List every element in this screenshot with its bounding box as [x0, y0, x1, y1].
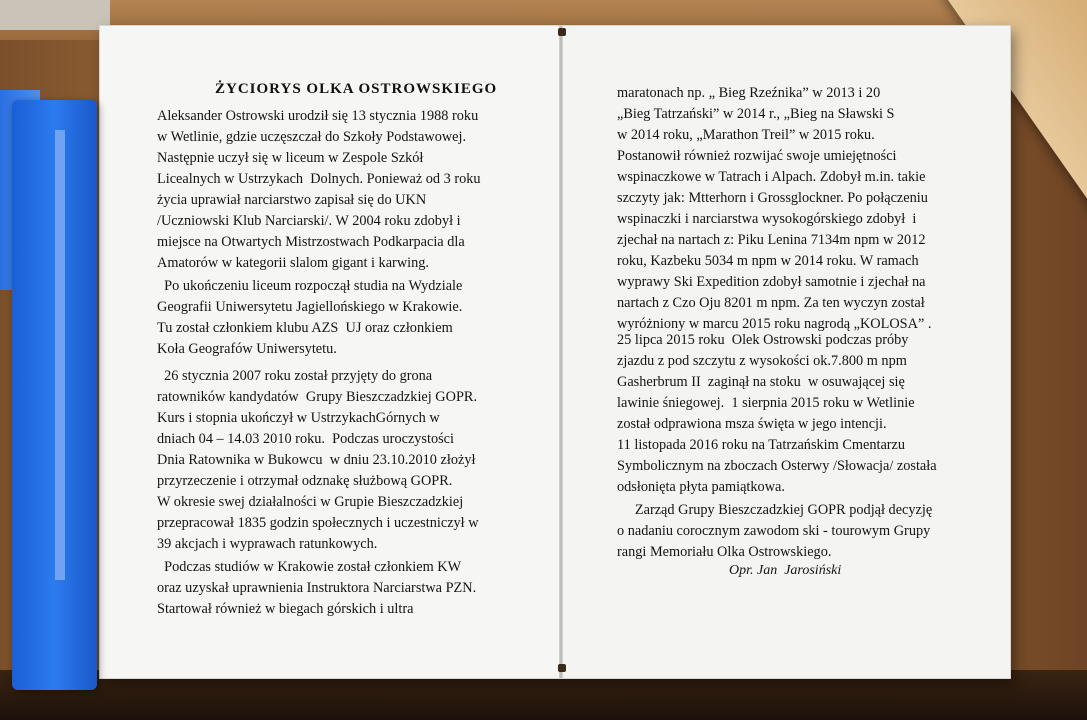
frame-clip-top: [558, 28, 566, 36]
signature: Opr. Jan Jarosiński: [729, 563, 842, 578]
ribbon-stripe: [55, 130, 65, 580]
paragraph-birth: Aleksander Ostrowski urodził się 13 stycznia 1988 roku w Wetlinie, gdzie uczęszczał do Szkoły Podstawowej. Następnie uczył się w liceum w Zespole Szkół Licealnych w Ustrzykach Dolnych. Ponieważ od 3 roku życia uprawiał narciarstwo zapisał się do UKN /Uczniowski Klub Narciarski/. W 2004 roku zdobył i miejsce na Otwartych Mistrzostwach Podkarpacia dla Amatorów w kategorii slalom gigant i karwing.: [157, 108, 481, 271]
corner-object: [0, 0, 110, 30]
document-title: ŻYCIORYS OLKA OSTROWSKIEGO: [215, 81, 498, 97]
page-fold: [559, 26, 563, 678]
paragraph-accident: 25 lipca 2015 roku Olek Ostrowski podczas próby zjazdu z pod szczytu z wysokości ok.7.800 m npm Gasherbrum II zaginął na stoku w osuwającej się lawinie śniegowej. 1 sierpnia 2015 roku w Wetlinie został odprawiona msza święta w jego intencji. 11 listopada 2016 roku na Tatrzańskim Cmentarzu Symbolicznym na zboczach Osterwy /Słowacja/ została odsłonięta płyta pamiątkowa.: [617, 332, 937, 495]
paragraph-races: maratonach np. „ Bieg Rzeźnika” w 2013 i 20 „Bieg Tatrzański” w 2014 r., „Bieg na Sławski S w 2014 roku, „Marathon Treil” w 2015 roku. Postanowił również rozwijać swoje umiejętności wspinaczkowe w Tatrach i Alpach. Zdobył m.in. takie szczyty jak: Mtterhorn i Grossglockner. Po połączeniu wspinaczki i narciarstwa wysokogórskiego zdobył i zjechał na nartach z: Piku Lenina 7134m npm w 2012 roku, Kazbeku 5034 m npm w 2014 roku. W ramach wyprawy Ski Expedition zdobył samotnie i zjechał na nartach z Czo Oju 8201 m npm. Za ten wyczyn został wyróżniony w marcu 2015 roku nagrodą „KOLOSA” .: [617, 85, 932, 332]
paragraph-kw: Podczas studiów w Krakowie został członkiem KW oraz uzyskał uprawnienia Instruktora Narciarstwa PZN. Startował również w biegach górskich i ultra: [157, 559, 477, 617]
framed-document: [100, 26, 1010, 678]
paragraph-memorial: Zarząd Grupy Bieszczadzkiej GOPR podjął decyzję o nadaniu corocznym zawodom ski - tourowym Grupy rangi Memoriału Olka Ostrowskiego.: [617, 502, 933, 560]
paragraph-studies: Po ukończeniu liceum rozpoczął studia na Wydziale Geografii Uniwersytetu Jagiellońskiego w Krakowie. Tu został członkiem klubu AZS UJ oraz członkiem Koła Geografów Uniwersytetu.: [157, 278, 463, 357]
frame-clip-bottom: [558, 664, 566, 672]
paragraph-gopr: 26 stycznia 2007 roku został przyjęty do grona ratowników kandydatów Grupy Bieszczadzkiej GOPR. Kurs i stopnia ukończył w UstrzykachGórnych w dniach 04 – 14.03 2010 roku. Podczas uroczystości Dnia Ratownika w Bukowcu w dniu 23.10.2010 złożył przyrzeczenie i otrzymał odznakę służbową GOPR. W okresie swej działalności w Grupie Bieszczadzkiej przepracował 1835 godzin społecznych i uczestniczył w 39 akcjach i wyprawach ratunkowych.: [157, 368, 479, 552]
